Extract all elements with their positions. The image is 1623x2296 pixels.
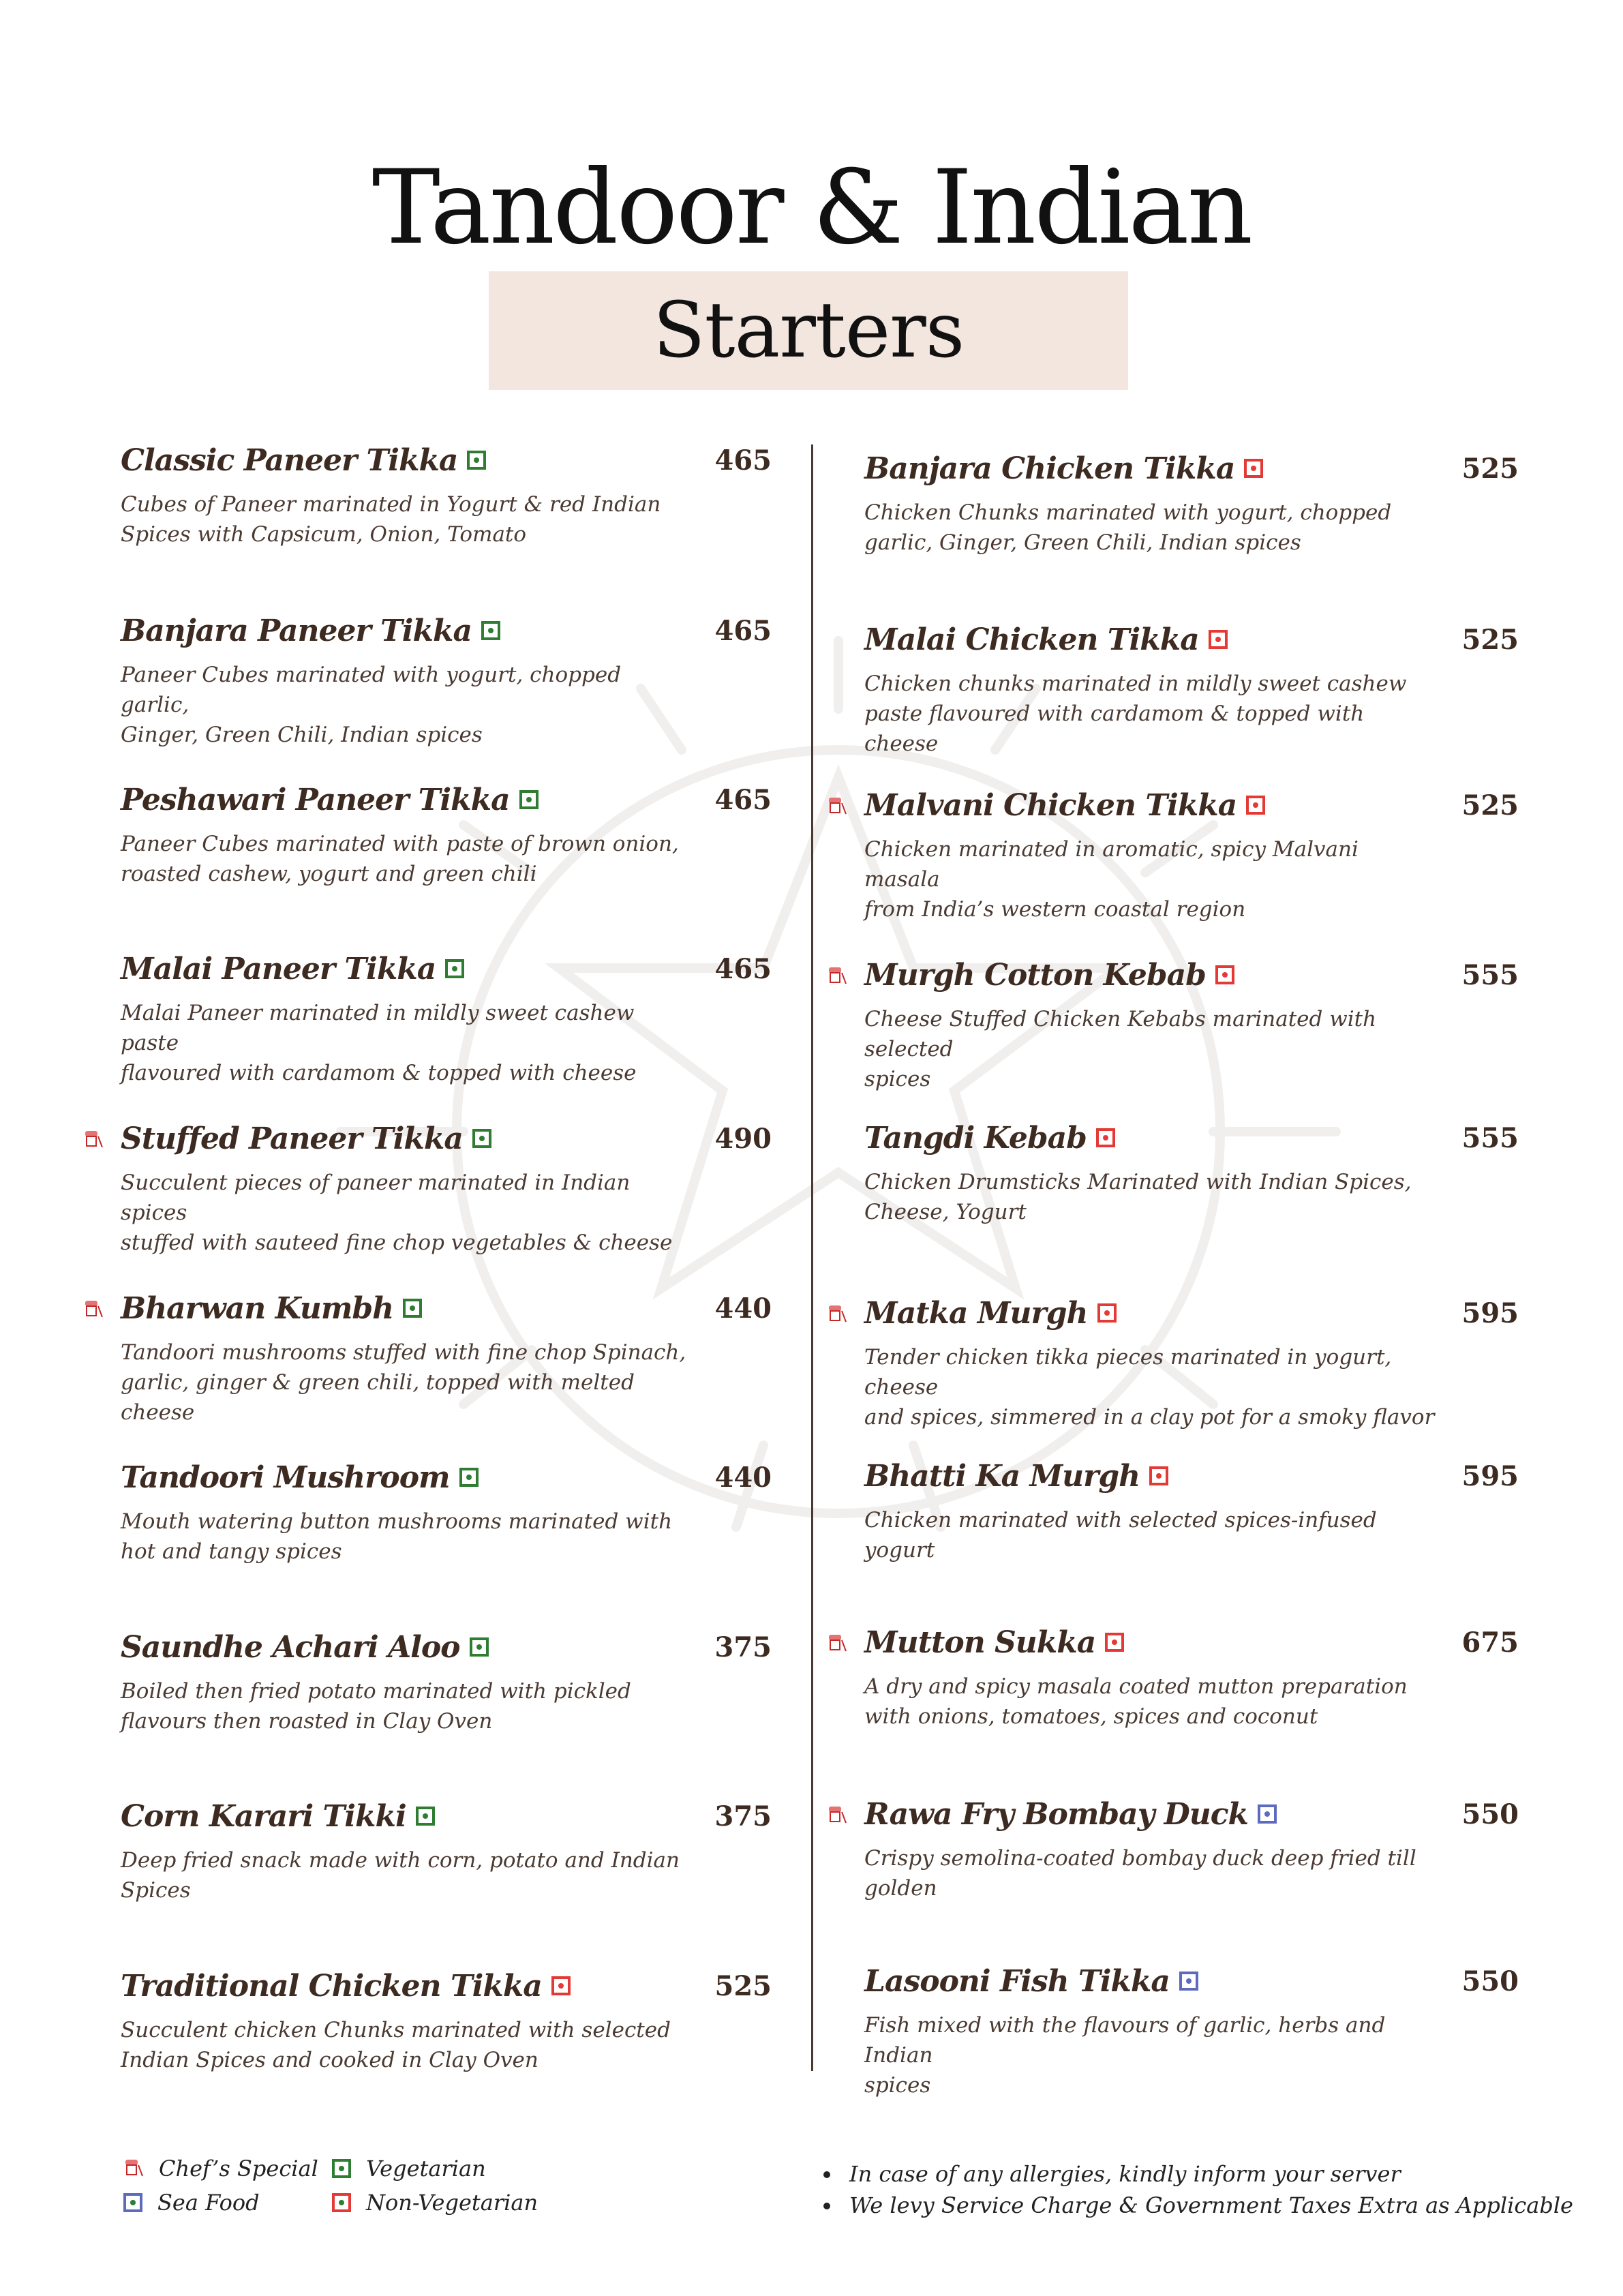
menu-item-price: 465	[714, 615, 772, 647]
menu-item-name	[864, 1794, 1277, 1835]
non-vegetarian-icon	[1209, 630, 1228, 649]
legend-chef-special-label: Chef’s Special	[159, 2156, 318, 2181]
menu-item-description-line: Spices with Capsicum, Onion, Tomato	[121, 522, 527, 547]
menu-item-header	[864, 1456, 1519, 1511]
menu-item-description-line: and spices, simmered in a clay pot for a smoky flavor	[864, 1405, 1435, 1430]
chef-hat-icon	[827, 1804, 847, 1828]
chef-hat-icon	[827, 965, 847, 989]
menu-item-header	[864, 1794, 1519, 1849]
non-vegetarian-icon	[1215, 965, 1234, 984]
menu-item-price: 555	[1461, 959, 1519, 991]
menu-item-description-line: Chicken Chunks marinated with yogurt, chopped	[864, 500, 1392, 525]
menu-item-name	[121, 949, 464, 990]
menu-item-description-line: Chicken marinated with selected spices-infused yogurt	[864, 1508, 1377, 1562]
menu-item-name	[864, 1961, 1198, 2002]
menu-item	[864, 1622, 1519, 1759]
chef-hat-icon	[83, 1298, 104, 1323]
menu-item-name	[121, 1627, 489, 1668]
menu-item-description	[864, 1672, 1437, 1732]
menu-item-header	[864, 1293, 1519, 1348]
menu-item-name	[121, 611, 500, 652]
menu-item-header	[121, 1288, 772, 1343]
menu-item-name	[121, 1457, 479, 1498]
menu-item-price: 525	[1461, 453, 1519, 485]
menu-item-header	[864, 1961, 1519, 2016]
menu-item-description	[121, 1507, 693, 1567]
menu-item-header	[121, 1627, 772, 1682]
menu-item	[121, 1627, 772, 1764]
non-vegetarian-icon	[1096, 1128, 1115, 1147]
menu-item	[121, 1966, 772, 2102]
chef-hat-icon	[827, 1632, 847, 1657]
menu-item-name-text: Banjara Chicken Tikka	[864, 451, 1235, 486]
vegetarian-icon	[416, 1807, 435, 1826]
menu-item	[864, 1293, 1519, 1430]
chef-hat-icon	[827, 795, 847, 819]
vegetarian-icon	[459, 1468, 479, 1487]
menu-item-header	[121, 1796, 772, 1851]
menu-item-description	[864, 1004, 1437, 1094]
menu-item	[121, 1119, 772, 1255]
legend-non-vegetarian-label: Non-Vegetarian	[366, 2190, 539, 2216]
menu-item-description-line: Fish mixed with the flavours of garlic, herbs and Indian	[864, 2013, 1386, 2068]
menu-item-name-text: Malai Chicken Tikka	[864, 622, 1199, 657]
menu-item-price: 525	[1461, 789, 1519, 821]
menu-item-name-text: Malvani Chicken Tikka	[864, 788, 1237, 823]
menu-item-price: 465	[714, 953, 772, 985]
note-service-charge: We levy Service Charge & Government Taxes Extra as Applicable	[823, 2190, 1607, 2221]
menu-item-description	[121, 1168, 693, 1258]
vegetarian-icon	[403, 1299, 422, 1318]
legend-sea-food	[123, 2190, 260, 2216]
menu-item-description-line: garlic, ginger & green chili, topped with melted cheese	[121, 1370, 635, 1425]
menu-item-description-line: Ginger, Green Chili, Indian spices	[121, 723, 483, 747]
menu-item-description-line: paste flavoured with cardamom & topped with cheese	[864, 701, 1365, 756]
menu-item-name-text: Bharwan Kumbh	[121, 1291, 394, 1326]
menu-item-description	[121, 1845, 693, 1905]
menu-item-description-line: Tandoori mushrooms stuffed with fine chop Spinach,	[121, 1340, 686, 1365]
menu-item-name	[121, 1119, 491, 1160]
menu-item-description	[121, 829, 693, 889]
menu-item	[121, 1796, 772, 1933]
menu-item-description	[121, 998, 693, 1088]
menu-title: Tandoor & Indian	[371, 149, 1252, 267]
menu-item-price: 525	[714, 1970, 772, 2002]
menu-item-price: 550	[1461, 1798, 1519, 1830]
menu-item-name-text: Corn Karari Tikki	[121, 1799, 406, 1834]
menu-item-description-line: stuffed with sauteed fine chop vegetables & cheese	[121, 1230, 673, 1255]
vegetarian-icon	[481, 621, 500, 640]
menu-item-name-text: Bhatti Ka Murgh	[864, 1459, 1140, 1494]
vegetarian-icon	[519, 790, 539, 809]
menu-item-description-line: Paneer Cubes marinated with yogurt, chopped garlic,	[121, 663, 622, 717]
menu-item-description-line: flavours then roasted in Clay Oven	[121, 1709, 493, 1734]
menu-item-description-line: from India’s western coastal region	[864, 897, 1246, 922]
menu-item-header	[864, 785, 1519, 840]
menu-item-header	[864, 620, 1519, 674]
vegetarian-icon	[472, 1129, 491, 1148]
menu-item-description-line: Tender chicken tikka pieces marinated in yogurt, cheese	[864, 1345, 1392, 1400]
menu-item-name-text: Banjara Paneer Tikka	[121, 614, 472, 648]
menu-item-name	[121, 440, 486, 481]
menu-item-description-line: Mouth watering button mushrooms marinated with	[121, 1509, 673, 1534]
vegetarian-icon	[445, 959, 464, 978]
sea-food-icon	[1179, 1972, 1198, 1991]
chef-hat-icon	[83, 1128, 104, 1153]
menu-item-price: 440	[714, 1293, 772, 1325]
menu-item-price: 550	[1461, 1965, 1519, 1997]
menu-item-description-line: Paneer Cubes marinated with paste of brown onion,	[121, 832, 679, 856]
menu-item-name-text: Tandoori Mushroom	[121, 1460, 450, 1495]
menu-item-description	[864, 669, 1437, 759]
menu-item-name-text: Rawa Fry Bombay Duck	[864, 1797, 1248, 1832]
menu-item-description	[864, 834, 1437, 924]
menu-item-header	[864, 955, 1519, 1010]
menu-item-price: 375	[714, 1631, 772, 1663]
menu-item-description	[864, 2010, 1437, 2100]
menu-item-header	[121, 780, 772, 834]
menu-item-description-line: Crispy semolina-coated bombay duck deep fried till	[864, 1846, 1416, 1871]
menu-item-description-line: roasted cashew, yogurt and green chili	[121, 862, 537, 886]
menu-item-header	[121, 949, 772, 1003]
menu-item-description-line: Succulent pieces of paneer marinated in Indian spices	[121, 1170, 631, 1225]
menu-item-name	[864, 1118, 1115, 1159]
menu-item-header	[121, 611, 772, 665]
menu-item-name-text: Classic Paneer Tikka	[121, 443, 458, 478]
non-vegetarian-icon	[551, 1976, 571, 1995]
menu-item-name	[864, 785, 1265, 826]
vegetarian-icon	[470, 1637, 489, 1657]
chef-hat-icon	[827, 1303, 847, 1327]
menu-item-header	[121, 440, 772, 495]
menu-item	[121, 611, 772, 747]
menu-item	[864, 1118, 1519, 1254]
legend-vegetarian	[332, 2156, 486, 2181]
menu-item-price: 440	[714, 1462, 772, 1494]
menu-item-name	[864, 620, 1228, 661]
menu-item-name-text: Traditional Chicken Tikka	[121, 1969, 542, 2004]
menu-item-description-line: spices	[864, 2073, 931, 2098]
menu-item-name	[864, 1622, 1124, 1663]
subtitle-banner	[489, 271, 1128, 390]
non-vegetarian-icon	[1097, 1303, 1117, 1323]
non-vegetarian-icon	[1246, 796, 1265, 815]
menu-item-name-text: Matka Murgh	[864, 1296, 1088, 1331]
menu-item-price: 465	[714, 784, 772, 816]
legend-vegetarian-label: Vegetarian	[366, 2156, 486, 2181]
non-vegetarian-icon	[332, 2193, 351, 2212]
menu-item-description-line: Deep fried snack made with corn, potato and Indian	[121, 1848, 680, 1873]
non-vegetarian-icon	[1244, 459, 1263, 478]
menu-item-price: 375	[714, 1800, 772, 1832]
menu-item-description-line: Chicken marinated in aromatic, spicy Malvani masala	[864, 837, 1359, 892]
menu-item	[864, 785, 1519, 922]
menu-item-description-line: A dry and spicy masala coated mutton preparation	[864, 1674, 1408, 1699]
menu-item-name-text: Peshawari Paneer Tikka	[121, 783, 510, 817]
menu-item-description	[864, 1843, 1437, 1903]
menu-item-description-line: Indian Spices and cooked in Clay Oven	[121, 2048, 539, 2072]
menu-item	[864, 1961, 1519, 2098]
menu-item-name-text: Stuffed Paneer Tikka	[121, 1121, 463, 1156]
menu-item-name-text: Mutton Sukka	[864, 1625, 1096, 1660]
menu-item	[864, 449, 1519, 585]
non-vegetarian-icon	[1105, 1633, 1124, 1652]
menu-item-name	[121, 1288, 422, 1329]
menu-item-description	[864, 498, 1437, 558]
menu-item	[121, 949, 772, 1085]
menu-item-name	[121, 1796, 435, 1837]
menu-item-description	[864, 1342, 1437, 1432]
menu-item-name	[864, 955, 1234, 996]
column-divider	[811, 444, 813, 2071]
menu-item-header	[121, 1119, 772, 1173]
menu-item-name	[864, 1293, 1117, 1334]
menu-item-description-line: Cubes of Paneer marinated in Yogurt & red Indian	[121, 492, 661, 517]
sea-food-icon	[1258, 1804, 1277, 1824]
menu-item-description-line: Spices	[121, 1878, 191, 1903]
menu-item-description	[121, 2015, 693, 2075]
menu-item	[864, 1794, 1519, 1931]
menu-item-description	[121, 1676, 693, 1736]
legend-sea-food-label: Sea Food	[157, 2190, 260, 2216]
chef-hat-icon	[123, 2157, 144, 2180]
menu-item-description-line: Cheese, Yogurt	[864, 1200, 1027, 1224]
menu-item-price: 675	[1461, 1627, 1519, 1659]
menu-item-header	[121, 1457, 772, 1512]
menu-item	[864, 1456, 1519, 1592]
menu-item-description	[121, 660, 693, 750]
menu-item-description-line: Boiled then fried potato marinated with pickled	[121, 1679, 631, 1704]
menu-item	[121, 780, 772, 916]
menu-item	[864, 955, 1519, 1091]
menu-item-price: 525	[1461, 624, 1519, 656]
menu-item-price: 595	[1461, 1460, 1519, 1492]
menu-item-description	[121, 1338, 693, 1428]
menu-item-name	[864, 449, 1263, 489]
vegetarian-icon	[467, 451, 486, 470]
menu-item	[121, 440, 772, 577]
sea-food-icon	[123, 2193, 142, 2212]
menu-item-name-text: Saundhe Achari Aloo	[121, 1630, 460, 1665]
vegetarian-icon	[332, 2159, 351, 2178]
menu-subtitle: Starters	[652, 286, 965, 375]
menu-item-name-text: Tangdi Kebab	[864, 1121, 1087, 1155]
menu-item-price: 595	[1461, 1297, 1519, 1329]
menu-item	[121, 1457, 772, 1594]
non-vegetarian-icon	[1149, 1466, 1168, 1485]
menu-item-price: 555	[1461, 1122, 1519, 1154]
menu-item-description-line: hot and tangy spices	[121, 1539, 342, 1564]
notes-list	[823, 2158, 1607, 2221]
menu-item-name-text: Malai Paneer Tikka	[121, 952, 436, 986]
menu-item-description	[864, 1167, 1437, 1227]
menu-item-header	[121, 1966, 772, 2021]
menu-item-description-line: garlic, Ginger, Green Chili, Indian spices	[864, 530, 1301, 555]
menu-item-name	[121, 780, 539, 821]
menu-item-name-text: Lasooni Fish Tikka	[864, 1964, 1170, 1999]
menu-item-description-line: Chicken Drumsticks Marinated with Indian Spices,	[864, 1170, 1412, 1194]
note-allergies: In case of any allergies, kindly inform your server	[823, 2158, 1607, 2190]
menu-item	[864, 620, 1519, 756]
menu-item-description-line: Malai Paneer marinated in mildly sweet cashew paste	[121, 1001, 635, 1055]
menu-item-name	[121, 1966, 571, 2007]
menu-item-description-line: Succulent chicken Chunks marinated with selected	[121, 2018, 671, 2042]
menu-item-header	[864, 1118, 1519, 1173]
menu-item-description-line: Cheese Stuffed Chicken Kebabs marinated with selected	[864, 1007, 1377, 1061]
menu-item-header	[864, 449, 1519, 503]
menu-item-name	[864, 1456, 1168, 1497]
menu-item-price: 465	[714, 444, 772, 477]
menu-item-description	[864, 1505, 1437, 1565]
menu-item-description	[121, 489, 693, 549]
menu-item-description-line: golden	[864, 1876, 937, 1901]
menu-item-price: 490	[714, 1123, 772, 1155]
menu-item-name-text: Murgh Cotton Kebab	[864, 958, 1206, 993]
menu-item-description-line: flavoured with cardamom & topped with cheese	[121, 1061, 637, 1085]
menu-item-description-line: with onions, tomatoes, spices and coconut	[864, 1704, 1318, 1729]
menu-item	[121, 1288, 772, 1425]
legend-chef-special	[123, 2156, 318, 2181]
menu-item-description-line: spices	[864, 1067, 931, 1091]
legend-non-vegetarian	[332, 2190, 538, 2216]
menu-item-header	[864, 1622, 1519, 1677]
menu-item-description-line: Chicken chunks marinated in mildly sweet cashew	[864, 671, 1407, 696]
